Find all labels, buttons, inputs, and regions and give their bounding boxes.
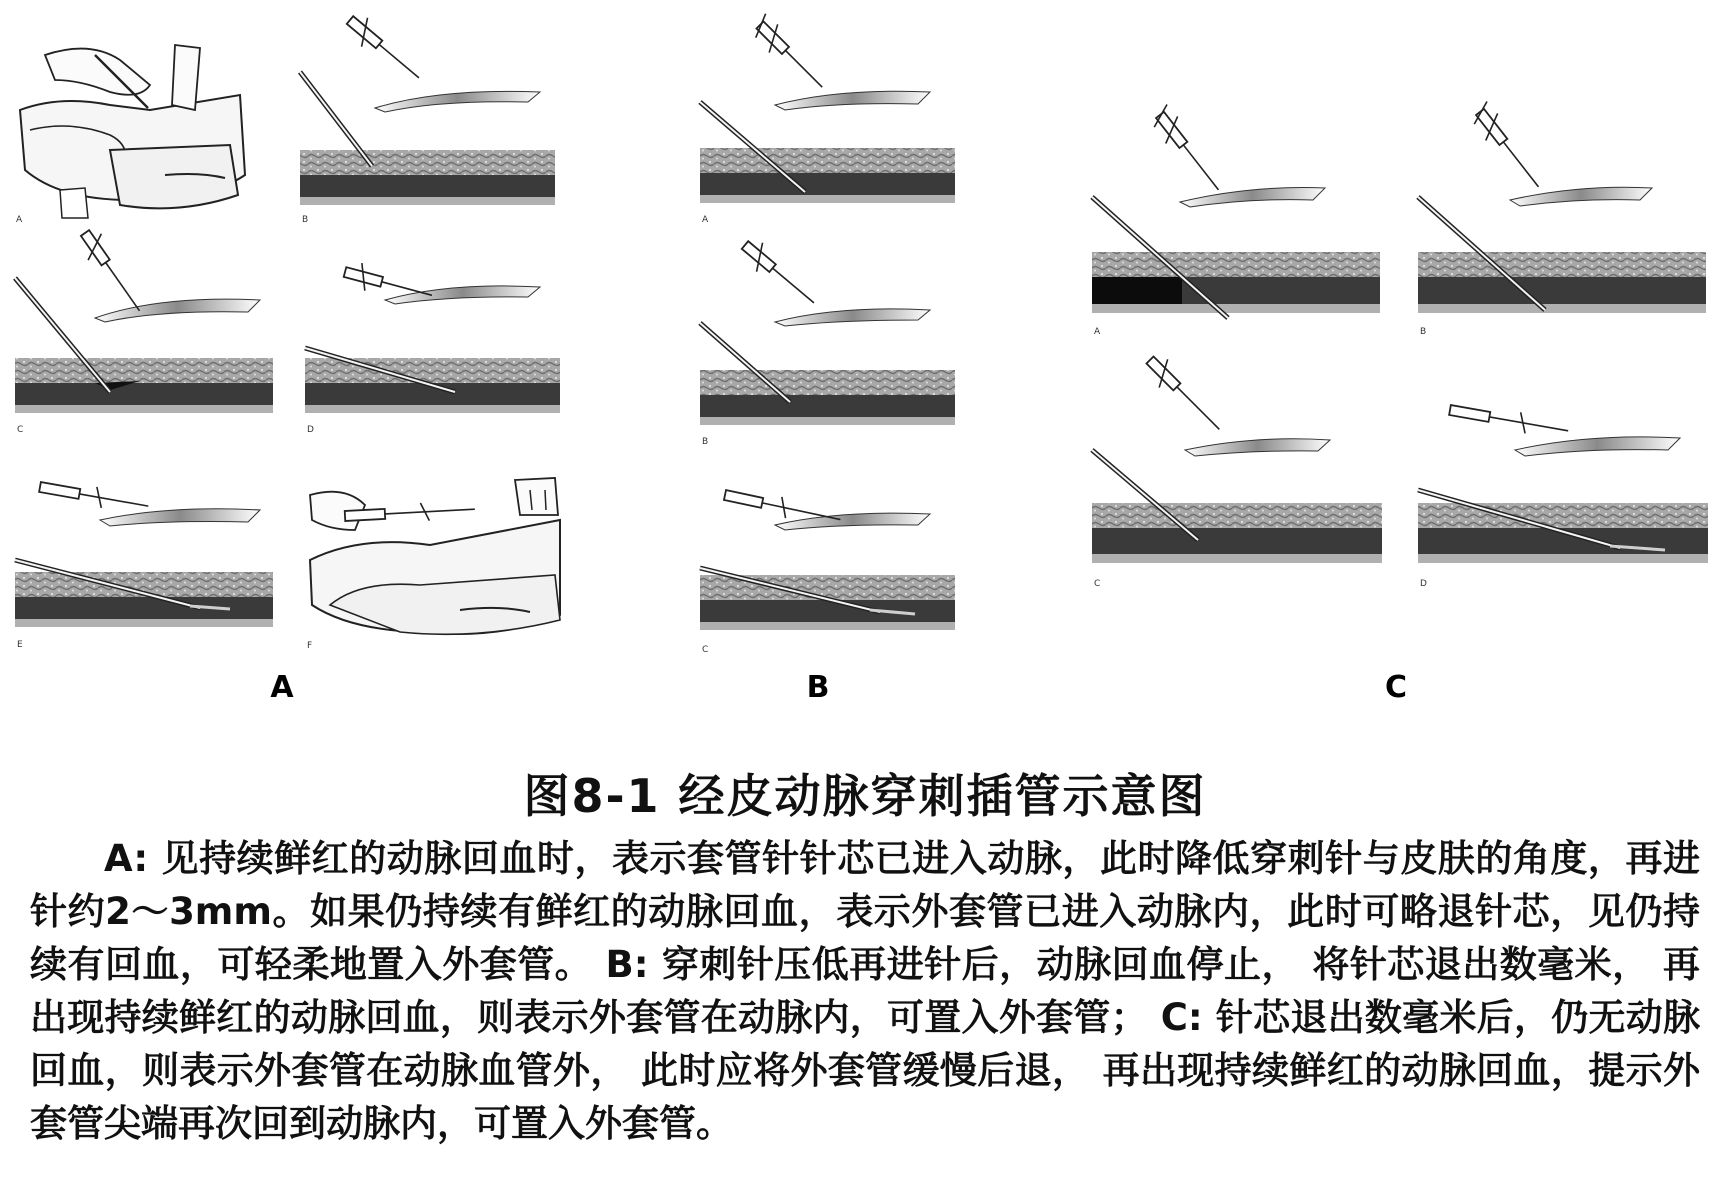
panel-letter: C (1094, 579, 1101, 589)
panel-c-d (1418, 400, 1708, 589)
panel-a-c (15, 226, 273, 435)
group-label-c: C (1384, 670, 1408, 705)
group-a (15, 10, 560, 651)
panel-letter: A (16, 215, 23, 225)
panel-b-b (700, 235, 955, 447)
panel-letter: D (307, 425, 314, 435)
panel-letter: A (702, 215, 709, 225)
panel-letter: F (307, 641, 313, 651)
panel-letter: A (1094, 327, 1101, 337)
figure-caption-title: 图8-1 经皮动脉穿刺插管示意图 (523, 769, 1207, 823)
panel-letter: B (702, 437, 709, 447)
panel-a-a (16, 45, 245, 225)
panel-a-e (15, 477, 273, 650)
panel-letter: D (1420, 579, 1427, 589)
panel-letter: B (1420, 327, 1427, 337)
group-b (700, 13, 955, 655)
panel-b-a (700, 13, 955, 225)
panel-letter: C (702, 645, 709, 655)
group-c (1092, 101, 1708, 589)
panel-c-a (1092, 104, 1380, 337)
panel-letter: B (302, 215, 309, 225)
panel-a-d (305, 259, 560, 435)
caption-paragraph: A: 见持续鲜红的动脉回血时，表示套管针针芯已进入动脉，此时降低穿刺针与皮肤的角度，再进针约2～3mm。如果仍持续有鲜红的动脉回血，表示外套管已进入动脉内，此时可略退针芯，见仍持续有回血，可轻柔地置入外套管。 B: 穿刺针压低再进针后，动脉回血停止， 将针芯退出数毫米， 再出现持续鲜红的动脉回血，则表示外套管在动脉内，可置入外套管； C: 针芯退出数毫米后，仍无动脉回血，则表示外套管在动脉血管外， 此时应将外套管缓慢后退， 再出现持续鲜红的动脉回血，提示外套管尖端再次回到动脉内，可置入外套管。 (30, 837, 1700, 1145)
panel-letter: C (17, 425, 24, 435)
panel-letter: E (17, 640, 23, 650)
panel-b-c (700, 485, 955, 655)
group-label-b: B (806, 670, 830, 705)
panel-a-b (300, 10, 555, 225)
panel-c-b (1418, 101, 1706, 337)
panel-c-c (1092, 351, 1382, 589)
figure-caption-body (30, 832, 1700, 1150)
panel-a-f (307, 478, 560, 651)
group-label-a: A (270, 670, 294, 705)
